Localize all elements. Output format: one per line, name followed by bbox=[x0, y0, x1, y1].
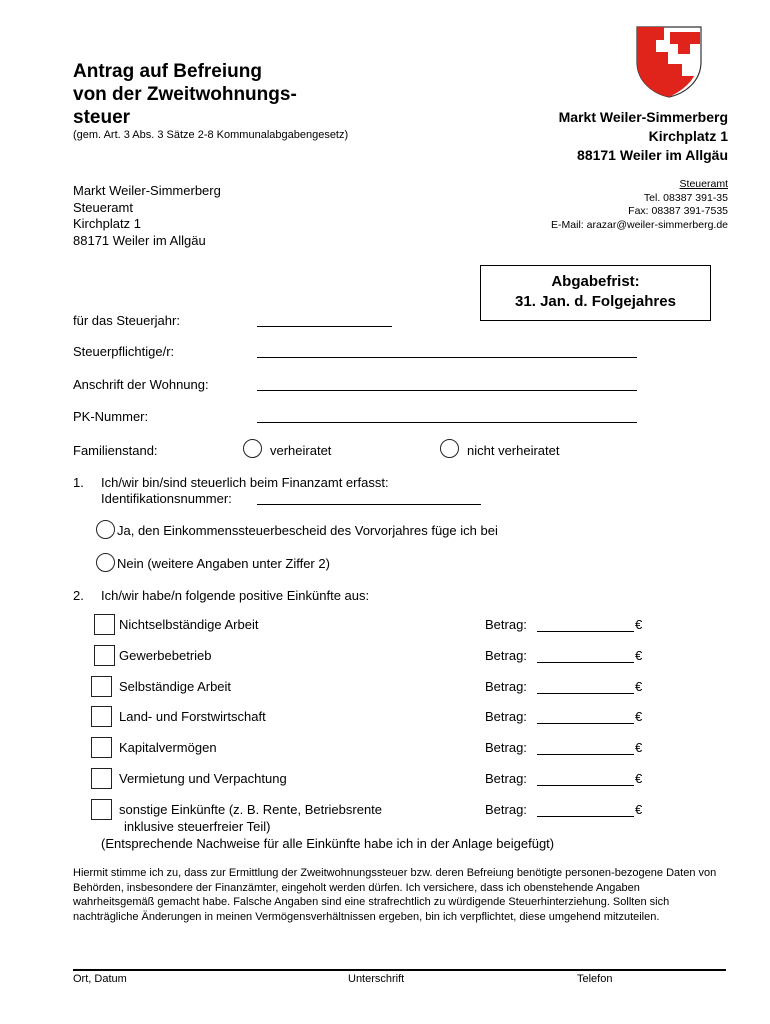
recipient-address bbox=[73, 183, 221, 249]
taxpayer-field[interactable] bbox=[257, 357, 637, 358]
title-line: Antrag auf Befreiung bbox=[73, 61, 262, 82]
income-label: Land- und Forstwirtschaft bbox=[119, 709, 266, 724]
recipient-line: 88171 Weiler im Allgäu bbox=[73, 232, 206, 248]
income-checkbox[interactable] bbox=[94, 614, 115, 635]
unmarried-radio[interactable] bbox=[440, 439, 459, 458]
married-option-label: verheiratet bbox=[270, 443, 332, 458]
signature-label: Unterschrift bbox=[348, 973, 405, 985]
fax: Fax: 08387 391-7535 bbox=[628, 205, 728, 217]
coat-of-arms-icon bbox=[634, 24, 704, 99]
deadline-date: 31. Jan. d. Folgejahres bbox=[515, 293, 676, 310]
tax-notice-no-radio[interactable] bbox=[96, 553, 115, 572]
pk-number-label: PK-Nummer: bbox=[73, 409, 149, 424]
id-number-label: Identifikationsnummer: bbox=[101, 491, 232, 506]
currency-symbol: € bbox=[635, 648, 643, 663]
id-number-field[interactable] bbox=[257, 504, 481, 505]
deadline-label: Abgabefrist: bbox=[551, 273, 640, 290]
authority-line: Markt Weiler-Simmerberg bbox=[558, 109, 728, 125]
amount-field[interactable] bbox=[537, 816, 634, 817]
recipient-line: Kirchplatz 1 bbox=[73, 216, 141, 231]
income-label: Selbständige Arbeit bbox=[119, 679, 232, 694]
currency-symbol: € bbox=[635, 802, 643, 817]
place-date-label: Ort, Datum bbox=[73, 973, 127, 985]
amount-label: Betrag: bbox=[485, 771, 527, 786]
income-label: Gewerbebetrieb bbox=[119, 648, 212, 663]
amount-label: Betrag: bbox=[485, 802, 527, 817]
income-checkbox[interactable] bbox=[94, 645, 115, 666]
address-label: Anschrift der Wohnung: bbox=[73, 377, 209, 392]
authority-line: Kirchplatz 1 bbox=[648, 128, 728, 144]
amount-label: Betrag: bbox=[485, 709, 527, 724]
tax-notice-yes-radio[interactable] bbox=[96, 520, 115, 539]
unmarried-option-label: nicht verheiratet bbox=[467, 443, 560, 458]
amount-field[interactable] bbox=[537, 754, 634, 755]
amount-field[interactable] bbox=[537, 785, 634, 786]
amount-label: Betrag: bbox=[485, 740, 527, 755]
deadline-box bbox=[480, 265, 711, 321]
income-label: Nichtselbständige Arbeit bbox=[119, 617, 259, 632]
pk-number-field[interactable] bbox=[257, 422, 637, 423]
amount-label: Betrag: bbox=[485, 679, 527, 694]
married-radio[interactable] bbox=[243, 439, 262, 458]
recipient-line: Steueramt bbox=[73, 199, 133, 215]
taxpayer-label: Steuerpflichtige/r: bbox=[73, 344, 175, 359]
tax-year-field[interactable] bbox=[257, 326, 392, 327]
recipient-line: Markt Weiler-Simmerberg bbox=[73, 183, 221, 198]
evidence-note: (Entsprechende Nachweise für alle Einkünfte habe ich in der Anlage beigefügt) bbox=[101, 836, 555, 851]
tax-notice-no-label: Nein (weitere Angaben unter Ziffer 2) bbox=[117, 556, 330, 571]
coat-of-arms-logo bbox=[634, 24, 704, 99]
document-title bbox=[73, 60, 297, 129]
income-checkbox[interactable] bbox=[91, 799, 112, 820]
income-label: sonstige Einkünfte (z. B. Rente, Betriebsrente bbox=[119, 802, 383, 817]
section2-text: Ich/wir habe/n folgende positive Einkünfte aus: bbox=[101, 588, 370, 603]
amount-field[interactable] bbox=[537, 723, 634, 724]
authority-line: 88171 Weiler im Allgäu bbox=[577, 147, 728, 163]
amount-field[interactable] bbox=[537, 631, 634, 632]
amount-field[interactable] bbox=[537, 693, 634, 694]
phone-label: Telefon bbox=[577, 973, 613, 985]
tax-year-label: für das Steuerjahr: bbox=[73, 313, 180, 328]
email[interactable]: E-Mail: arazar@weiler-simmerberg.de bbox=[551, 218, 728, 231]
amount-label: Betrag: bbox=[485, 617, 527, 632]
amount-label: Betrag: bbox=[485, 648, 527, 663]
income-checkbox[interactable] bbox=[91, 706, 112, 727]
address-field[interactable] bbox=[257, 390, 637, 391]
signature-line bbox=[73, 969, 726, 971]
income-checkbox[interactable] bbox=[91, 768, 112, 789]
currency-symbol: € bbox=[635, 617, 643, 632]
legal-basis: (gem. Art. 3 Abs. 3 Sätze 2-8 Kommunalabgabengesetz) bbox=[73, 129, 349, 141]
title-line: von der Zweitwohnungs- bbox=[73, 84, 297, 105]
section1-text: Ich/wir bin/sind steuerlich beim Finanzamt erfasst: bbox=[101, 475, 389, 490]
tax-notice-yes-label: Ja, den Einkommenssteuerbescheid des Vorvorjahres füge ich bei bbox=[117, 523, 498, 538]
section1-number: 1. bbox=[73, 475, 84, 490]
currency-symbol: € bbox=[635, 679, 643, 694]
income-checkbox[interactable] bbox=[91, 676, 112, 697]
currency-symbol: € bbox=[635, 709, 643, 724]
income-label: Kapitalvermögen bbox=[119, 740, 217, 755]
currency-symbol: € bbox=[635, 740, 643, 755]
department-link[interactable]: Steueramt bbox=[679, 178, 728, 190]
title-line: steuer bbox=[73, 107, 131, 128]
marital-status-label: Familienstand: bbox=[73, 443, 158, 458]
currency-symbol: € bbox=[635, 771, 643, 786]
contact-block bbox=[551, 178, 728, 232]
consent-text: Hiermit stimme ich zu, dass zur Ermittlung der Zweitwohnungssteuer bzw. deren Befreiung benötigte personen-bezogene Daten von Behörden, insbesondere der Finanzämter, eingeholt werden dürfen. Ich versichere, dass ich obenstehende Angaben wahrheitsgemäß gemacht habe. Falsche Angaben sind eine strafrechtlich zu würdigende Steuerhinterziehung. Sollten sich nachträgliche Änderungen in meinen Vermögensverhältnissen ergeben, bin ich verpflichtet, diese umgehend mitzuteilen. bbox=[73, 867, 717, 923]
phone: Tel. 08387 391-35 bbox=[643, 191, 728, 204]
income-label: Vermietung und Verpachtung bbox=[119, 771, 287, 786]
authority-address bbox=[559, 108, 728, 165]
income-checkbox[interactable] bbox=[91, 737, 112, 758]
other-income-continuation: inklusive steuerfreier Teil) bbox=[124, 819, 271, 834]
amount-field[interactable] bbox=[537, 662, 634, 663]
section2-number: 2. bbox=[73, 588, 84, 603]
